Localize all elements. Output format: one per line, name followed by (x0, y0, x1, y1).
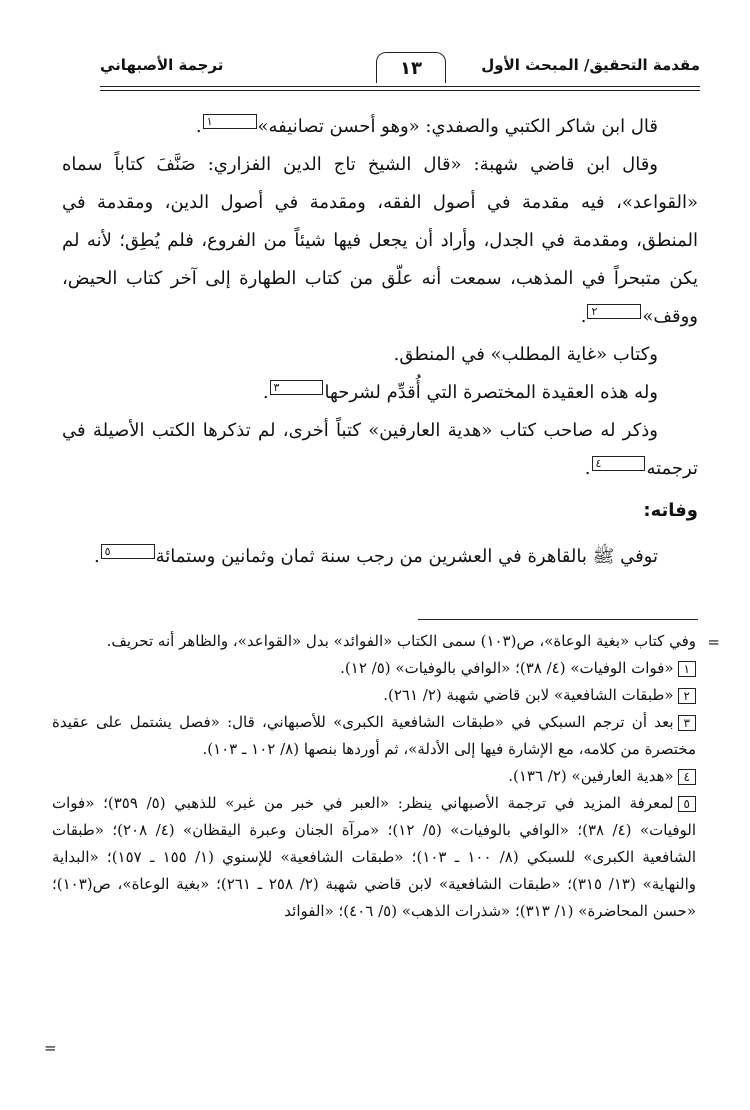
paragraph-end: . (93, 546, 100, 567)
paragraph (62, 146, 698, 336)
footnote-reference[interactable]: ٢ (587, 304, 641, 319)
paragraph (62, 412, 698, 488)
footnote-item (52, 763, 696, 790)
footnote-number: ٤ (678, 769, 696, 785)
footnote-separator (418, 619, 698, 620)
footnote-number: ٢ (678, 688, 696, 704)
footnote-item (52, 709, 696, 763)
paragraph-text: وذكر له صاحب كتاب «هدية العارفين» كتباً أخرى، لم تذكرها الكتب الأصيلة في ترجمته (62, 420, 698, 479)
paragraph (62, 108, 698, 146)
footnote-item (52, 790, 696, 925)
footnote-number: ٥ (678, 796, 696, 812)
paragraph-text: وقال ابن قاضي شهبة: «قال الشيخ تاج الدين الفزاري: صَنَّفَ كتاباً سماه «القواعد»، فيه مقدمة في أصول الفقه، ومقدمة في أصول الدين، ومقدمة في المنطق، ومقدمة في الجدل، وأراد أن يجعل فيها شيئاً من الفروع، فلم يُطِق؛ لأنه لم يكن متبحراً في المذهب، سمعت أنه علّق من كتاب الطهارة إلى آخر كتاب الحيض، ووقف» (62, 154, 698, 327)
footnote-text: «طبقات الشافعية» لابن قاضي شهبة (٢/ ٢٦١). (383, 686, 674, 704)
paragraph-text: توفي ﷺ بالقاهرة في العشرين من رجب سنة ثمان وثمانين وستمائة (155, 546, 658, 567)
paragraph-end: . (580, 306, 587, 327)
page-number: ١٣ (376, 52, 446, 83)
footnote-text: «فوات الوفيات» (٤/ ٣٨)؛ «الوافي بالوفيات» (٥/ ١٢). (340, 659, 674, 677)
continuation-mark-end: = (44, 1039, 57, 1057)
paragraph: وكتاب «غاية المطلب» في المنطق. (393, 344, 658, 365)
section-text (62, 538, 698, 576)
section-heading: وفاته: (643, 500, 698, 521)
paragraph-text: قال ابن شاكر الكتبي والصفدي: «وهو أحسن تصانيفه» (257, 116, 658, 137)
footnote-reference[interactable]: ١ (203, 114, 257, 129)
header-chapter-title: مقدمة التحقيق/ المبحث الأول (481, 56, 700, 74)
footnotes-block (52, 628, 696, 925)
header-rule-secondary (100, 90, 700, 91)
footnote-item (52, 682, 696, 709)
footnote-reference[interactable]: ٣ (270, 380, 324, 395)
footnote-reference[interactable]: ٤ (592, 456, 646, 471)
footnote-text: لمعرفة المزيد في ترجمة الأصبهاني ينظر: «العبر في خبر من غبر» للذهبي (٥/ ٣٥٩)؛ «فوات الوفيات» (٤/ ٣٨)؛ «الوافي بالوفيات» (٥/ ١٢)؛ «مرآة الجنان وعبرة اليقظان» (٤/ ٢٠٨)؛ «طبقات الشافعية الكبرى» للسبكي (٨/ ١٠٠ ـ ١٠٣)؛ «طبقات الشافعية» للإسنوي (١/ ١٥٥ ـ ١٥٧)؛ «البداية والنهاية» (١٣/ ٣١٥)؛ «طبقات الشافعية» لابن قاضي شهبة (٢/ ٢٥٨ ـ ٢٦١)؛ «بغية الوعاة»، ص(١٠٣)؛ «حسن المحاضرة» (١/ ٣١٣)؛ «شذرات الذهب» (٥/ ٤٠٦)؛ «الفوائد (52, 794, 697, 920)
footnote-reference[interactable]: ٥ (101, 544, 155, 559)
paragraph (62, 374, 698, 412)
paragraph-end: . (195, 116, 202, 137)
footnote-text: بعد أن ترجم السبكي في «طبقات الشافعية الكبرى» للأصبهاني، قال: «فصل يشتمل على عقيدة مختصرة من كلامه، مع الإشارة فيها إلى الأدلة»، ثم أوردها بنصها (٨/ ١٠٢ ـ ١٠٣). (52, 713, 696, 758)
header-section-title: ترجمة الأصبهاني (100, 56, 224, 74)
paragraph-end: . (584, 458, 591, 479)
paragraph-text: وله هذه العقيدة المختصرة التي أُقدِّم لشرحها (324, 382, 658, 403)
main-text (62, 108, 698, 488)
footnote-number: ١ (678, 661, 696, 677)
running-header (100, 50, 700, 90)
footnote-carryover: وفي كتاب «بغية الوعاة»، ص(١٠٣) سمى الكتاب «الفوائد» بدل «القواعد»، والظاهر أنه تحريف. (106, 632, 696, 650)
footnote-item (52, 655, 696, 682)
paragraph-end: . (262, 382, 269, 403)
paragraph (62, 538, 698, 576)
footnote-number: ٣ (678, 715, 696, 731)
header-rule (100, 86, 700, 87)
continuation-mark: = (707, 633, 720, 651)
footnote-text: «هدية العارفين» (٢/ ١٣٦). (508, 767, 674, 785)
